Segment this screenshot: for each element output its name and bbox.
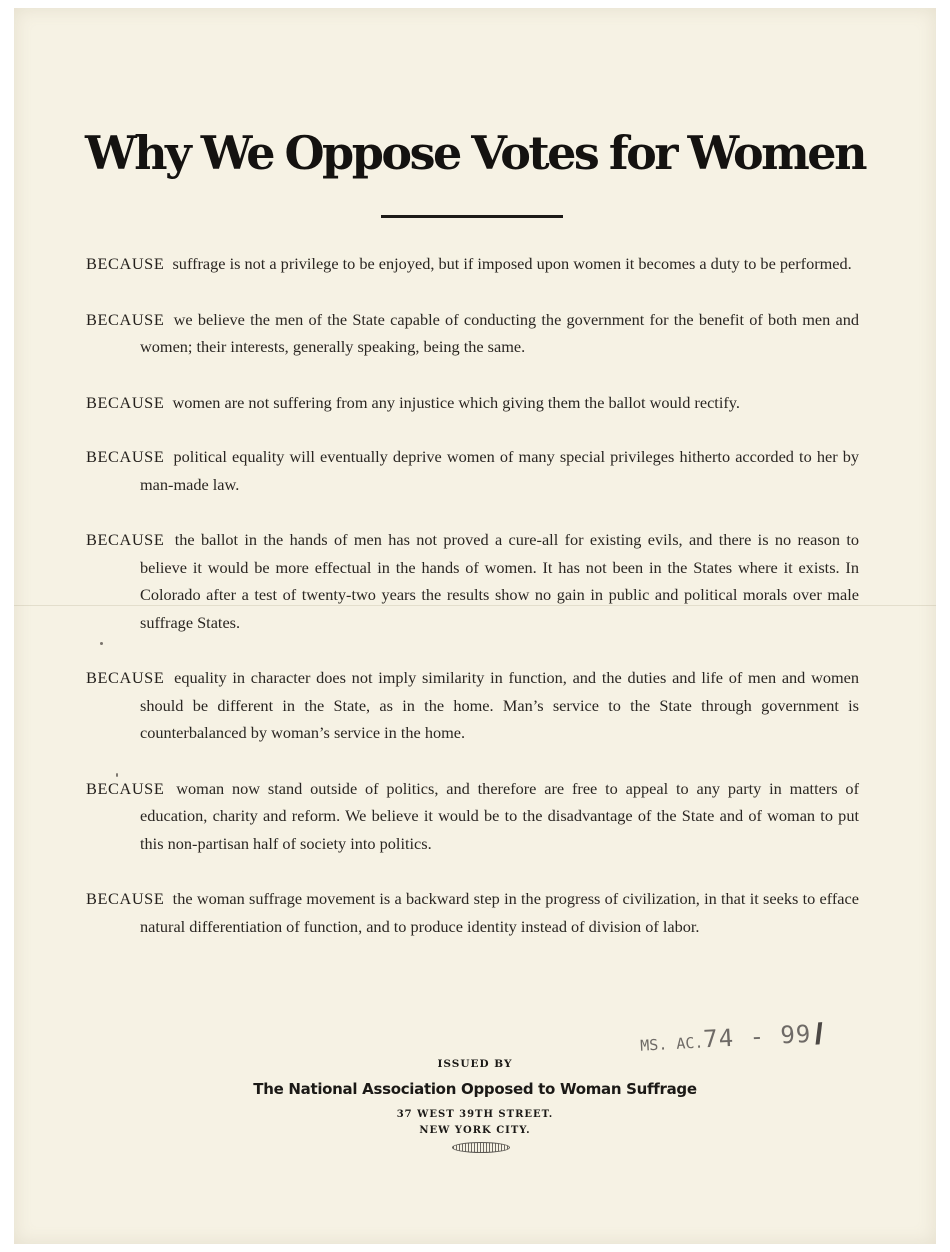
reason-keyword: BECAUSE	[86, 889, 165, 908]
reason-item	[86, 775, 859, 858]
reason-text: the ballot in the hands of men has not proved a cure-all for existing evils, and there is no reason to believe it would be more effectual in the hands of women. It has not been in the States where it exists. In Colorado after a test of twenty-two years the results show no gain in public and political morals over male suffrage States.	[140, 530, 859, 632]
reason-item	[86, 306, 859, 361]
street-address: 37 WEST 39TH STREET.	[396, 1109, 554, 1120]
reasons-list	[86, 250, 859, 968]
reason-text: woman now stand outside of politics, and therefore are free to appeal to any party in matters of education, charity and reform. We believe it would be to the disadvantage of the State and of woman to put this non-partisan half of society into politics.	[140, 778, 859, 853]
reason-keyword: BECAUSE	[86, 392, 165, 412]
paper-speck	[100, 642, 103, 645]
city-address: NEW YORK CITY.	[419, 1125, 531, 1136]
reason-keyword: BECAUSE	[86, 254, 165, 273]
reason-item	[86, 664, 859, 747]
reason-keyword: BECAUSE	[86, 447, 165, 466]
stamp-prefix: MS. AC.	[639, 1033, 704, 1055]
reason-keyword: BECAUSE	[86, 668, 165, 687]
organization-name: The National Association Opposed to Woman Suffrage	[253, 1080, 697, 1098]
reason-item	[86, 885, 859, 940]
reason-text: suffrage is not a privilege to be enjoyed, but if imposed upon women it becomes a duty to be performed.	[172, 254, 852, 273]
document-title: Why We Oppose Votes for Women	[84, 126, 866, 180]
archive-stamp	[639, 1019, 822, 1056]
paper-speck	[116, 773, 118, 777]
title-underline	[381, 215, 563, 218]
stamp-number: 74 - 99	[702, 1019, 812, 1054]
reason-keyword: BECAUSE	[86, 530, 165, 549]
issued-by-label: ISSUED BY	[437, 1058, 513, 1070]
reason-keyword: BECAUSE	[86, 778, 165, 798]
printer-union-label	[452, 1142, 510, 1153]
reason-text: equality in character does not imply similarity in function, and the duties and life of men and women should be different in the State, as in the home. Man’s service to the State through government is counterbalanced by woman’s service in the home.	[140, 668, 859, 742]
reason-keyword: BECAUSE	[86, 309, 165, 329]
document-sheet	[14, 8, 936, 1244]
reason-text: women are not suffering from any injustice which giving them the ballot would rectify.	[172, 392, 740, 412]
reason-item	[86, 389, 859, 417]
reason-text: political equality will eventually deprive women of many special privileges hitherto accorded to her by man-made law.	[140, 447, 860, 494]
reason-item	[86, 526, 859, 636]
reason-item	[86, 250, 859, 278]
reason-text: the woman suffrage movement is a backward step in the progress of civilization, in that it seeks to efface natural differentiation of function, and to produce identity instead of division of labor.	[140, 889, 859, 936]
reason-text: we believe the men of the State capable of conducting the government for the benefit of both men and women; their interests, generally speaking, being the same.	[140, 309, 859, 356]
reason-item	[86, 443, 859, 498]
stamp-mark	[816, 1022, 823, 1044]
